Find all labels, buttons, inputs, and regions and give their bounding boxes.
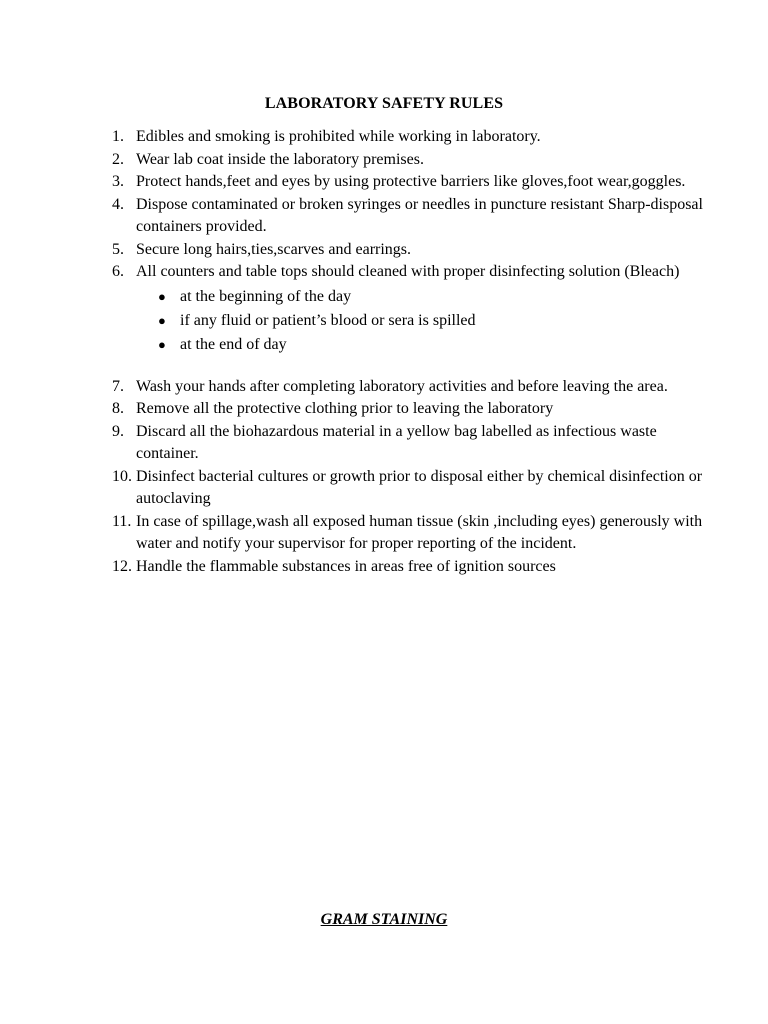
rule-text: Protect hands,feet and eyes by using protective barriers like gloves,foot wear,goggles. [136, 173, 686, 190]
rule-text: Discard all the biohazardous material in a yellow bag labelled as infectious waste container. [136, 422, 657, 462]
cleaning-times-list [136, 285, 708, 357]
document-title [0, 93, 768, 115]
rule-text: Secure long hairs,ties,scarves and earrings. [136, 240, 412, 258]
rule-text: Handle the flammable substances in areas free of ignition sources [136, 557, 556, 575]
document-title-text: LABORATORY SAFETY RULES [264, 95, 504, 112]
rule-item-5 [0, 239, 768, 262]
rule-number: 6. [112, 263, 124, 280]
rule-item-9 [0, 421, 768, 466]
rule-item-3 [0, 171, 768, 194]
rule-number: 5. [112, 240, 124, 258]
rule-text: In case of spillage,wash all exposed human tissue (skin ,including eyes) generously with water and notify your supervisor for proper reporting of the incident. [136, 512, 703, 552]
rule-item-8 [0, 398, 768, 421]
rule-item-6 [0, 261, 768, 357]
rule-number: 4. [112, 195, 124, 213]
rule-number: 7. [112, 377, 124, 395]
rule-text: Wear lab coat inside the laboratory premises. [136, 150, 424, 168]
rule-number: 10. [112, 467, 132, 485]
rule-number: 9. [112, 422, 124, 440]
bullet-icon: ● [158, 312, 166, 328]
sub-list-item [136, 285, 708, 309]
rule-text: Disinfect bacterial cultures or growth prior to disposal either by chemical disinfection or autoclaving [136, 467, 703, 507]
rule-text: All counters and table tops should cleaned with proper disinfecting solution (Bleach) [136, 263, 680, 280]
rule-number: 12. [112, 557, 132, 575]
rule-number: 3. [112, 173, 124, 190]
sub-item-text: at the beginning of the day [180, 287, 352, 305]
safety-rules-list [0, 126, 768, 578]
rule-item-11 [0, 511, 768, 556]
rule-number: 2. [112, 150, 124, 168]
rule-number: 1. [112, 128, 124, 145]
sub-item-text: at the end of day [180, 335, 287, 353]
rule-text: Wash your hands after completing laboratory activities and before leaving the area. [136, 377, 668, 395]
rule-number: 8. [112, 400, 124, 417]
rule-text: Remove all the protective clothing prior to leaving the laboratory [136, 400, 554, 417]
rule-item-1 [0, 126, 768, 149]
rule-item-10 [0, 466, 768, 511]
rule-item-2 [0, 149, 768, 172]
sub-item-text: if any fluid or patient’s blood or sera is spilled [180, 311, 476, 329]
sub-list-item [136, 333, 708, 357]
rule-number: 11. [112, 512, 132, 530]
bullet-icon: ● [158, 336, 166, 352]
rule-text: Dispose contaminated or broken syringes or needles in puncture resistant Sharp-disposal containers provided. [136, 195, 703, 235]
rule-item-12 [0, 556, 768, 579]
section-heading-gram-staining: GRAM STAINING [320, 911, 448, 928]
rule-item-4 [0, 194, 768, 239]
sub-list-item [136, 309, 708, 333]
bullet-icon: ● [158, 288, 166, 304]
rule-text: Edibles and smoking is prohibited while working in laboratory. [136, 128, 541, 145]
rule-item-7 [0, 376, 768, 399]
